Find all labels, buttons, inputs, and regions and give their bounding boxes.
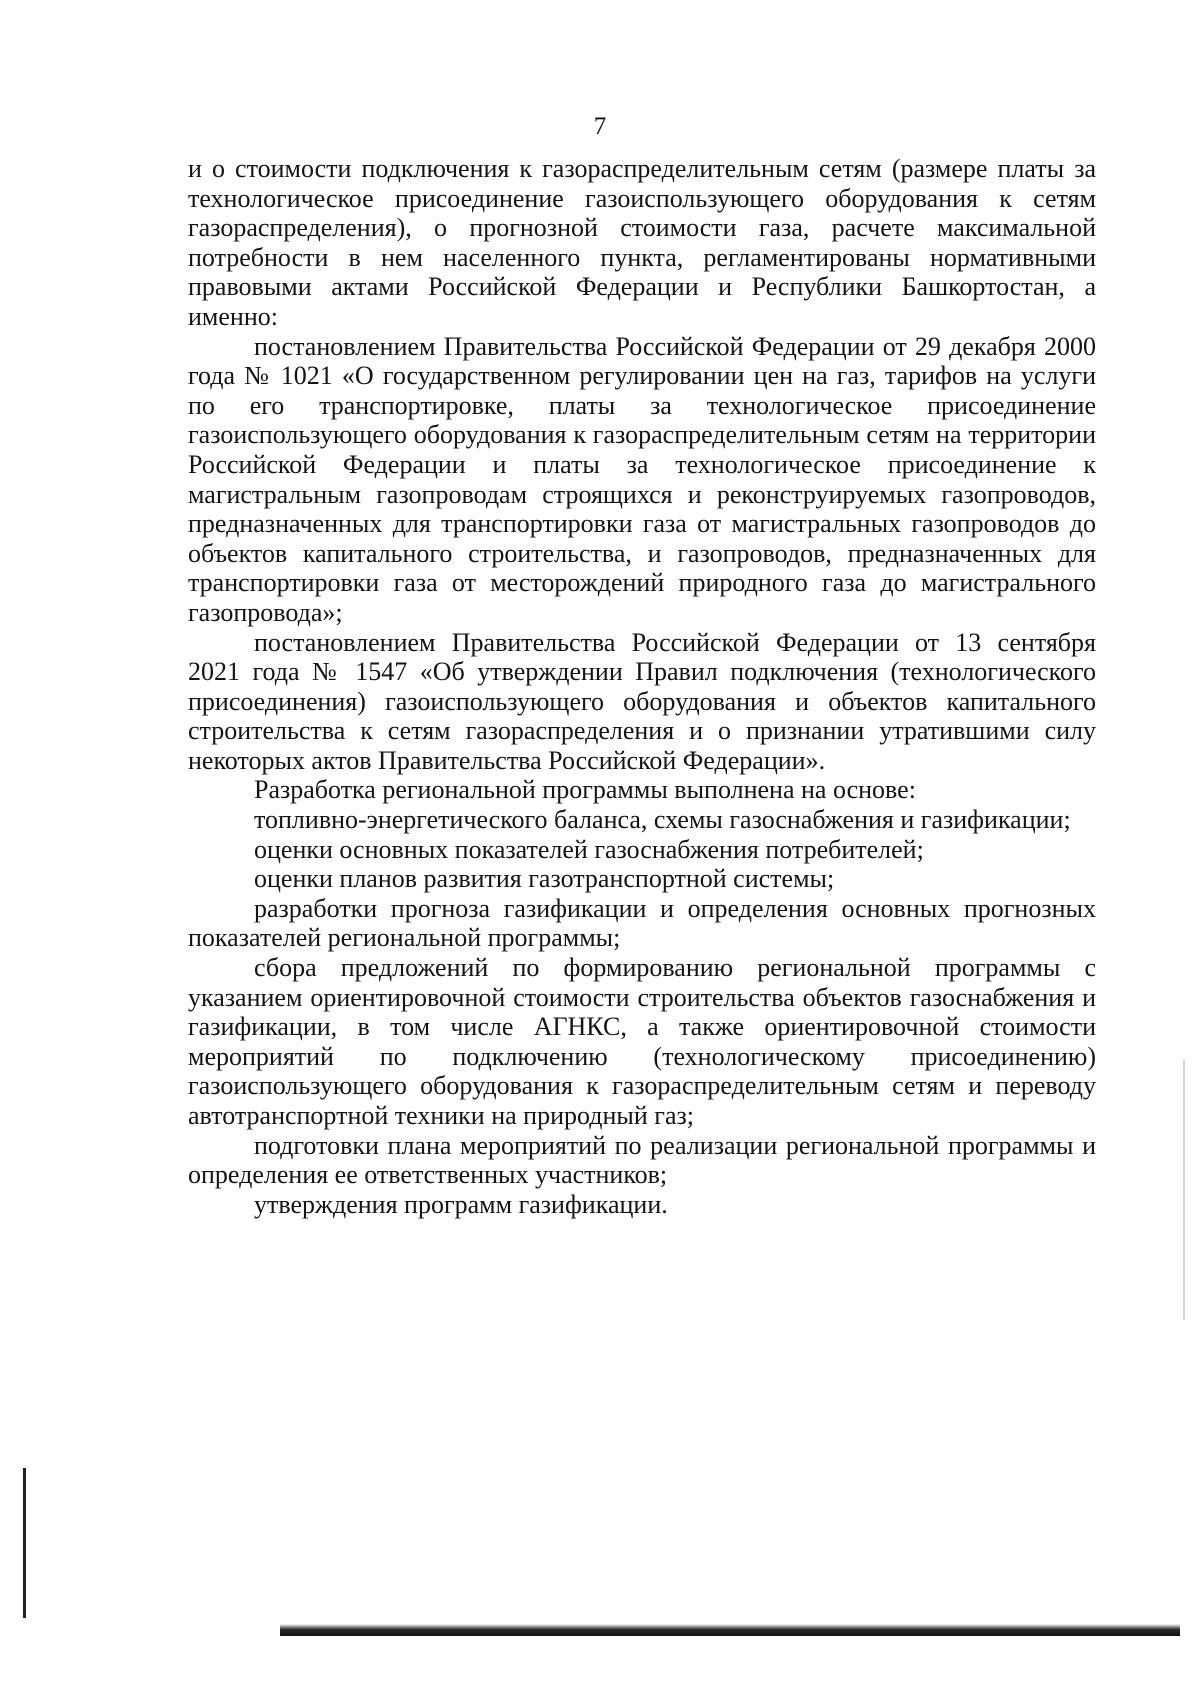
paragraph: постановлением Правительства Российской Федерации от 29 декабря 2000 года № 1021 «О государственном регулировании цен на газ, тарифов на услуги по его транспортировке, платы за технологическое присоединение газоиспользующего оборудования к газораспределительным сетям на территории Российской Федерации и платы за технологическое присоединение к магистральным газопроводам строящихся и реконструируемых газопроводов, предназначенных для транспортировки газа от магистральных газопроводов до объектов капитального строительства, и газопроводов, предназначенных для транспортировки газа от месторождений природного газа до магистрального газопровода»;: [188, 331, 1096, 627]
page-number: 7: [593, 113, 607, 140]
paragraph: сбора предложений по формированию региональной программы с указанием ориентировочной стоимости строительства объектов газоснабжения и газификации, в том числе АГНКС, а также ориентировочной стоимости мероприятий по подключению (технологическому присоединению) газоиспользующего оборудования к газораспределительным сетям и переводу автотранспортной техники на природный газ;: [188, 953, 1096, 1130]
paragraph: утверждения программ газификации.: [254, 1189, 668, 1219]
paragraph: топливно-энергетического баланса, схемы газоснабжения и газификации;: [254, 805, 1071, 835]
scan-edge-shadow: [1183, 1060, 1185, 1320]
scan-bottom-edge-line: [280, 1624, 1180, 1636]
paragraph: постановлением Правительства Российской Федерации от 13 сентября 2021 года № 1547 «Об утверждении Правил подключения (технологического присоединения) газоиспользующего оборудования и объектов капитального строительства к сетям газораспределения и о признании утратившими силу некоторых актов Правительства Российской Федерации».: [188, 627, 1096, 775]
document-body: [188, 154, 1096, 1219]
paragraph: и о стоимости подключения к газораспределительным сетям (размере платы за технологическое присоединение газоиспользующего оборудования к сетям газораспределения), о прогнозной стоимости газа, расчете максимальной потребности в нем населенного пункта, регламентированы нормативными правовыми актами Российской Федерации и Республики Башкортостан, а именно:: [188, 154, 1096, 331]
scan-left-edge-line: [23, 1468, 26, 1618]
paragraph: разработки прогноза газификации и определения основных прогнозных показателей региональной программы;: [188, 893, 1096, 953]
paragraph: подготовки плана мероприятий по реализации региональной программы и определения ее ответственных участников;: [188, 1130, 1096, 1190]
paragraph: оценки основных показателей газоснабжения потребителей;: [254, 834, 924, 864]
paragraph: Разработка региональной программы выполнена на основе:: [254, 775, 916, 805]
paragraph: оценки планов развития газотранспортной системы;: [254, 864, 835, 894]
